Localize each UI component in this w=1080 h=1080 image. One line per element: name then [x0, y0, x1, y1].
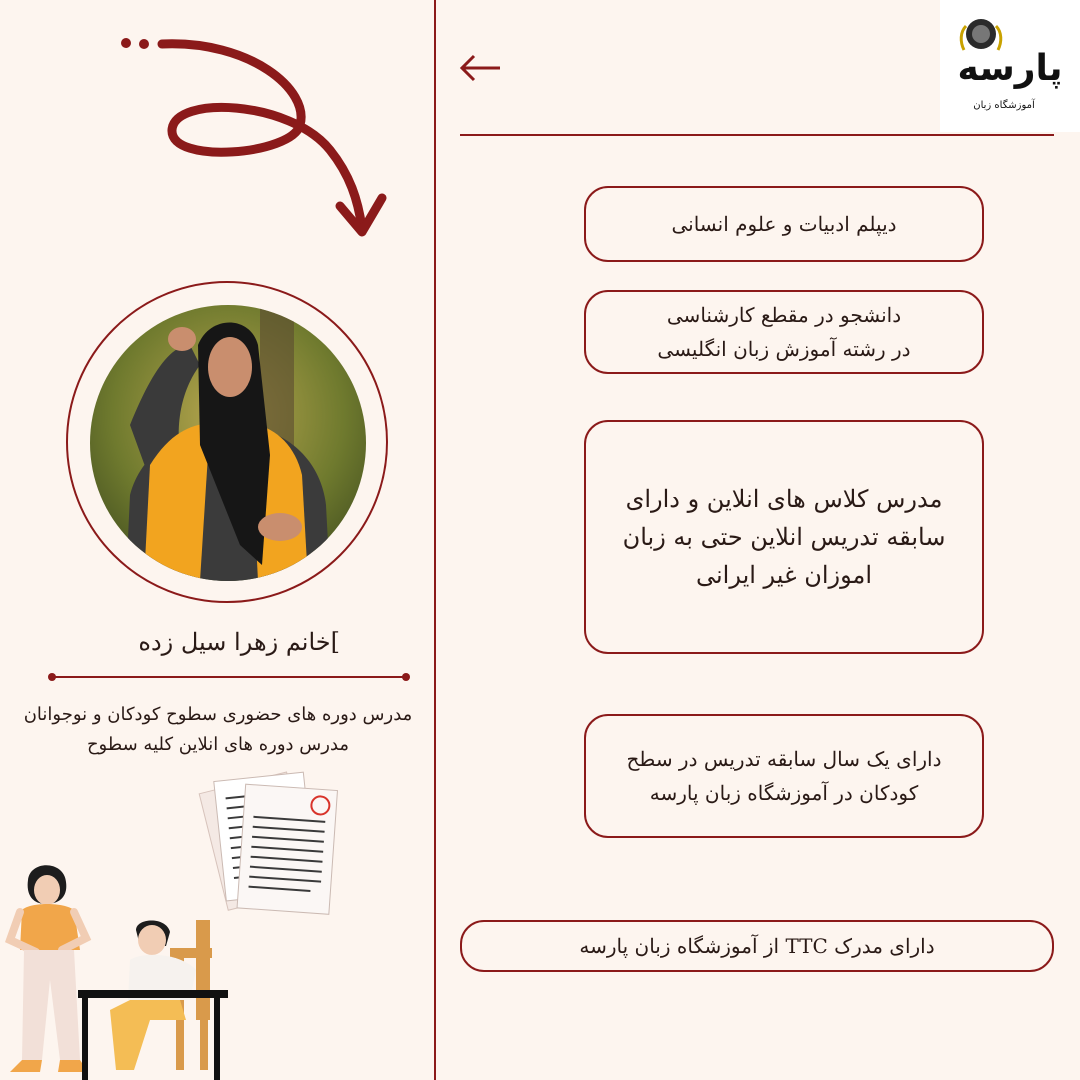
separator-dot [48, 673, 56, 681]
qualification-text: دارای مدرک TTC از آموزشگاه زبان پارسه [579, 934, 935, 958]
decorative-loop-arrow-icon [110, 30, 400, 250]
name-separator [52, 676, 406, 678]
vertical-divider [434, 0, 436, 1080]
teacher-name [40, 624, 340, 660]
qualification-card [584, 714, 984, 838]
qualification-card [584, 420, 984, 654]
qualification-card [584, 290, 984, 374]
qualification-text: دانشجو در مقطع کارشناسی در رشته آموزش زبان انگلیسی [657, 303, 911, 361]
role-line: مدرس دوره های انلاین کلیه سطوح [86, 734, 350, 755]
logo-subtitle: آموزشگاه زبان [973, 100, 1035, 111]
teacher-photo [90, 305, 366, 581]
qualification-text: دارای یک سال سابقه تدریس در سطح کودکان در آموزشگاه زبان پارسه [626, 747, 942, 805]
qualification-text: دیپلم ادبیات و علوم انسانی [671, 212, 897, 236]
qualification-card [460, 920, 1054, 972]
back-arrow-icon[interactable] [456, 48, 504, 88]
brand-logo [940, 0, 1080, 132]
header-divider [460, 134, 1054, 136]
teacher-name-text: خانم زهرا سیل زده [138, 628, 331, 656]
teacher-roles [6, 700, 430, 760]
role-line: مدرس دوره های حضوری سطوح کودکان و نوجوانان [23, 704, 413, 725]
qualification-text: مدرس کلاس های انلاین و دارای سابقه تدریس انلاین حتی به زبان اموزان غیر ایرانی [622, 485, 946, 589]
teacher-student-illustration-icon [0, 860, 240, 1080]
name-bracket: ] [330, 628, 340, 656]
separator-dot [402, 673, 410, 681]
logo-name: پارسه [957, 48, 1063, 89]
qualification-card [584, 186, 984, 262]
